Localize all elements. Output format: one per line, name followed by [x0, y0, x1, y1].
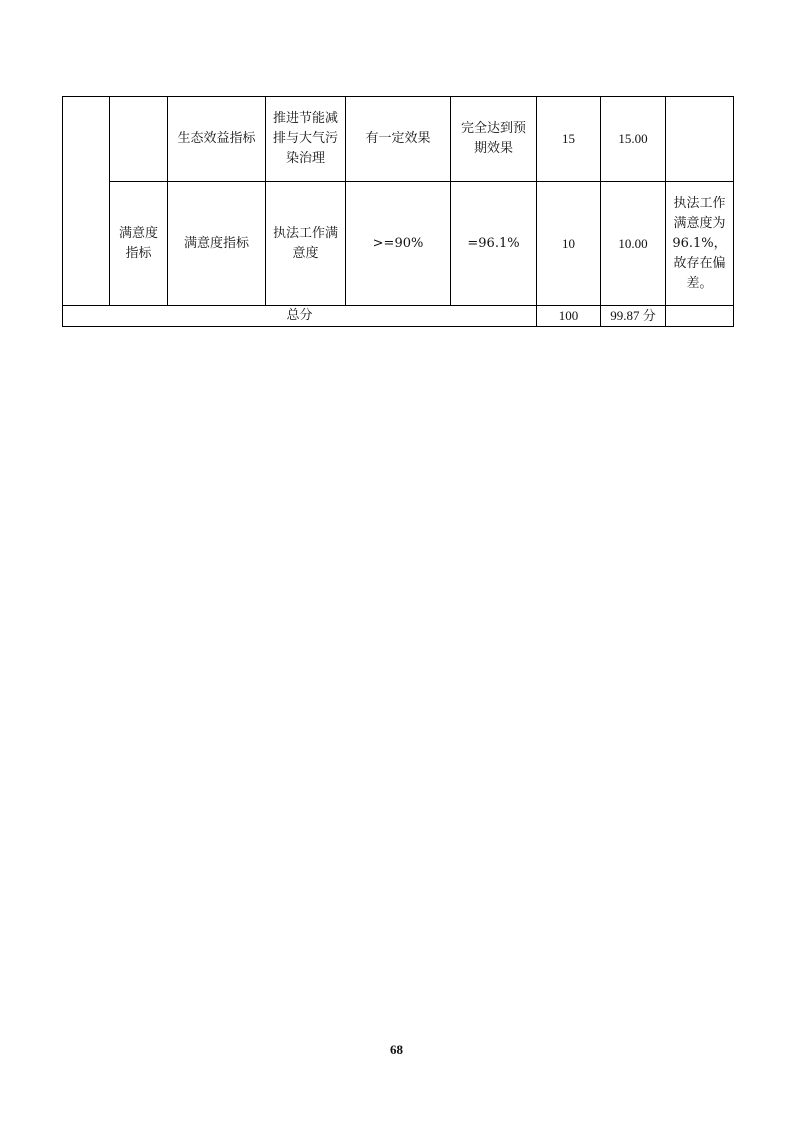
- weight-cell: 15: [537, 97, 601, 182]
- annual-target-cell: 有一定效果: [346, 97, 451, 182]
- deviation-note-cell: 执法工作满意度为96.1%，故存在偏差。: [666, 182, 734, 306]
- table-row-total: [63, 306, 734, 327]
- actual-value-cell: 完全达到预期效果: [451, 97, 537, 182]
- category-cell: [63, 97, 110, 306]
- table-row-satisfaction: [63, 182, 734, 306]
- total-score-cell: 99.87 分: [601, 306, 666, 327]
- annual-target-cell: >=90%: [346, 182, 451, 306]
- indicator-item-cell: 执法工作满意度: [266, 182, 346, 306]
- total-note-cell: [666, 306, 734, 327]
- total-weight-cell: 100: [537, 306, 601, 327]
- total-label-cell: 总分: [63, 306, 537, 327]
- performance-table: [62, 96, 734, 327]
- actual-value-cell: =96.1%: [451, 182, 537, 306]
- weight-cell: 10: [537, 182, 601, 306]
- table-row-ecological: [63, 97, 734, 182]
- tertiary-indicator-cell: 生态效益指标: [168, 97, 266, 182]
- tertiary-indicator-cell: 满意度指标: [168, 182, 266, 306]
- indicator-item-cell: 推进节能减排与大气污染治理: [266, 97, 346, 182]
- deviation-note-cell: [666, 97, 734, 182]
- score-cell: 10.00: [601, 182, 666, 306]
- page-number: 68: [390, 1042, 403, 1057]
- secondary-indicator-cell: [110, 97, 168, 182]
- score-cell: 15.00: [601, 97, 666, 182]
- secondary-indicator-cell: 满意度指标: [110, 182, 168, 306]
